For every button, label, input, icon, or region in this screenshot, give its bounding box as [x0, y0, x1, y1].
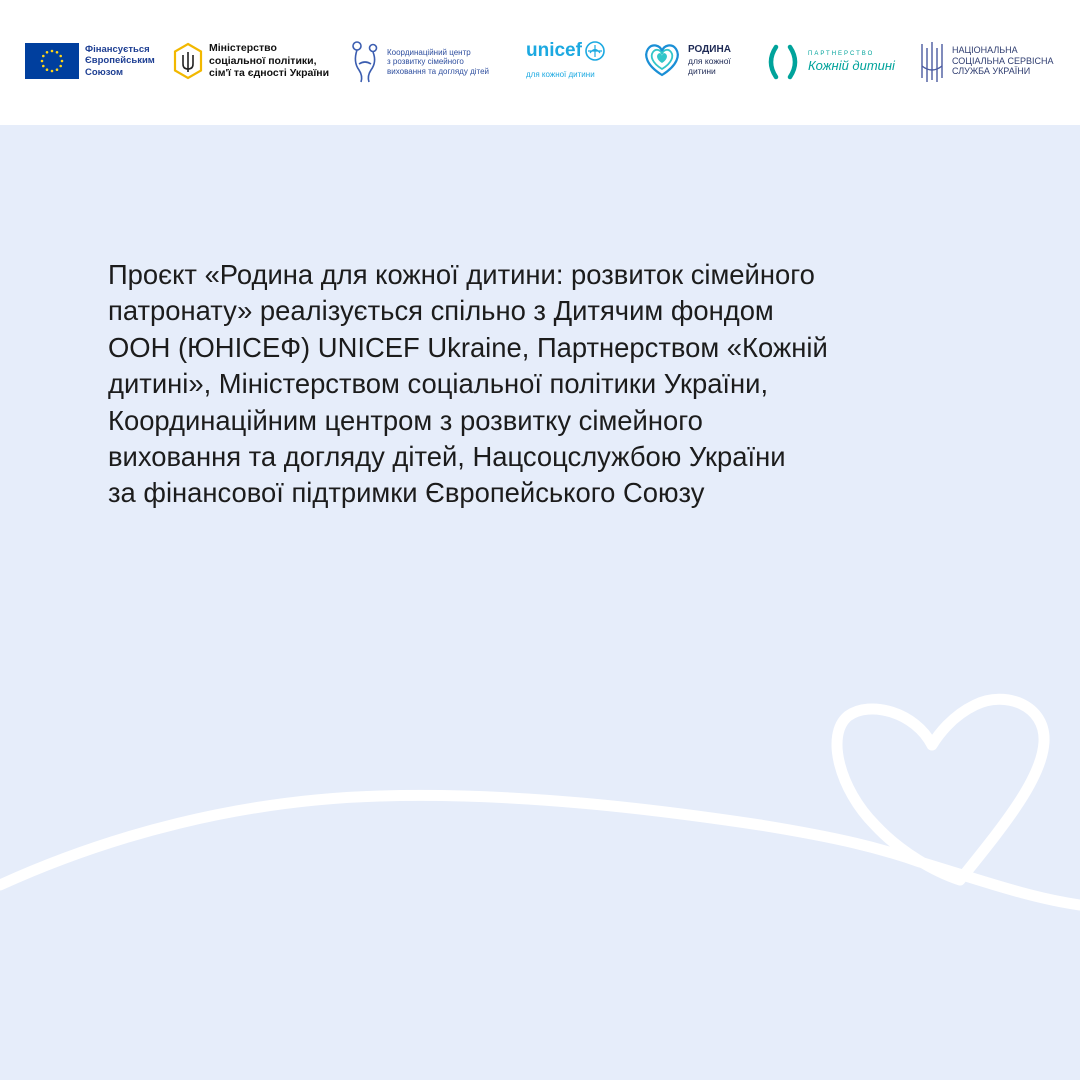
unicef-wordmark: unicef — [526, 40, 582, 61]
description-line: Проєкт «Родина для кожної дитини: розвиток сімейного — [108, 259, 815, 290]
description-line: Координаційним центром з розвитку сімейного — [108, 404, 703, 436]
national-service-text: НАЦІОНАЛЬНА СОЦІАЛЬНА СЕРВІСНА СЛУЖБА УКРАЇНИ — [952, 44, 1054, 77]
rodyna-logo-text: РОДИНА для кожної дитини — [688, 43, 731, 76]
description-line: виховання та догляду дітей, Нацсоцслужбою України — [108, 441, 786, 473]
ministry-logo-text: Міністерство соціальної політики, сім'ї та єдності України — [209, 42, 330, 80]
unicef-tagline: для кожної дитини — [526, 70, 595, 79]
description-line: ООН (ЮНІСЕФ) UNICEF Ukraine, Партнерством «Кожній — [108, 331, 828, 363]
description-line: дитині», Міністерством соціальної політики України, — [108, 368, 769, 400]
partnership-logo-text: ПАРТНЕРСТВО Кожній дитині — [808, 50, 895, 73]
coordination-center-text: Координаційний центр з розвитку сімейного виховання та догляду дітей — [387, 47, 490, 76]
eu-logo-text: Фінансується Європейським Союзом — [85, 43, 155, 78]
description-line: за фінансової підтримки Європейського Союзу — [108, 477, 705, 509]
description-line: патронату» реалізується спільно з Дитячим фондом — [108, 295, 774, 327]
